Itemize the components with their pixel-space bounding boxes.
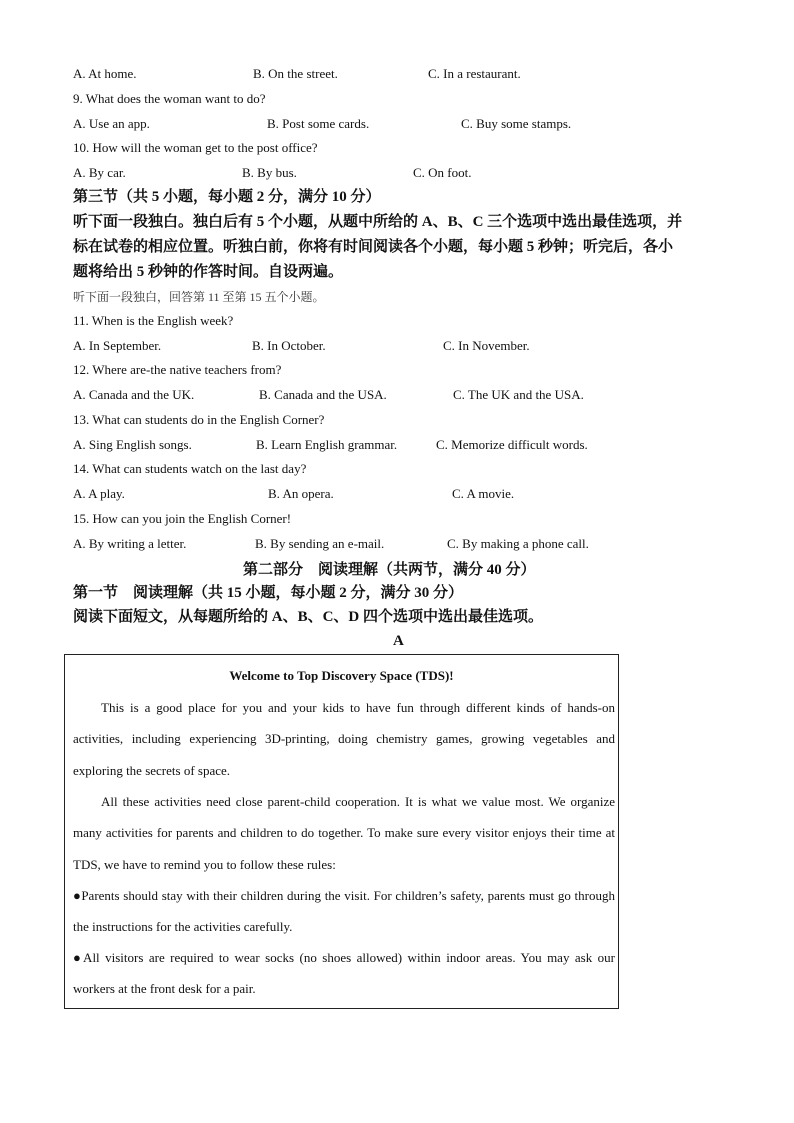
q11-option-b: B. In October. [252, 338, 326, 353]
q12-option-b: B. Canada and the USA. [259, 387, 387, 402]
q10-question: 10. How will the woman get to the post office? [73, 140, 318, 155]
passage-paragraph-2 [73, 786, 615, 880]
section3-subinstruction: 听下面一段独白，回答第 11 至第 15 五个小题。 [73, 290, 325, 304]
q12-question: 12. Where are-the native teachers from? [73, 362, 282, 377]
q14-option-a: A. A play. [73, 486, 125, 501]
q15-option-a: A. By writing a letter. [73, 536, 187, 551]
passage-rule-1 [73, 880, 615, 943]
passage-paragraph-2-text: All these activities need close parent-child cooperation. It is what we value most. We organize many activities for parents and children to do together. To make sure every visitor enjoys their time at TDS, we have to remind you to follow these rules: [73, 794, 615, 872]
q12-option-c: C. The UK and the USA. [453, 387, 584, 402]
q15-option-b: B. By sending an e-mail. [255, 536, 385, 551]
q10-option-b: B. By bus. [242, 165, 297, 180]
section3-instruction-1: 听下面一段独白。独白后有 5 个小题，从题中所给的 A、B、C 三个选项中选出最佳选项，并 [73, 214, 683, 230]
q9-option-b: B. Post some cards. [267, 116, 370, 131]
q14-question: 14. What can students watch on the last day? [73, 461, 307, 476]
q8-option-b: B. On the street. [253, 66, 338, 81]
q9-option-a: A. Use an app. [73, 116, 150, 131]
q10-option-a: A. By car. [73, 165, 126, 180]
section3-instruction-2: 标在试卷的相应位置。听独白前，你将有时间阅读各个小题，每小题 5 秒钟；听完后，各小 [73, 239, 674, 255]
q9-option-c: C. Buy some stamps. [461, 116, 572, 131]
q15-option-c: C. By making a phone call. [447, 536, 589, 551]
section3-instruction-3: 题将给出 5 秒钟的作答时间。自设两遍。 [73, 264, 344, 280]
q11-option-c: C. In November. [443, 338, 530, 353]
q10-option-c: C. On foot. [413, 165, 472, 180]
passage-paragraph-1-text: This is a good place for you and your kids to have fun through different kinds of hands-on activities, including experiencing 3D-printing, doing chemistry games, growing vegetables and exploring the secrets of space. [73, 700, 615, 778]
q11-question: 11. When is the English week? [73, 313, 234, 328]
passage-rule-1-text: ●Parents should stay with their children during the visit. For children’s safety, parents must go through the instructions for the activities carefully. [73, 888, 615, 935]
q8-option-c: C. In a restaurant. [428, 66, 521, 81]
passage-label: A [393, 633, 404, 649]
passage-title: Welcome to Top Discovery Space (TDS)! [229, 668, 454, 683]
q13-option-c: C. Memorize difficult words. [436, 437, 588, 452]
q13-question: 13. What can students do in the English Corner? [73, 412, 325, 427]
part2-heading: 第二部分 阅读理解（共两节，满分 40 分） [243, 562, 536, 578]
q11-option-a: A. In September. [73, 338, 162, 353]
q12-option-a: A. Canada and the UK. [73, 387, 195, 402]
q13-option-b: B. Learn English grammar. [256, 437, 398, 452]
q9-question: 9. What does the woman want to do? [73, 91, 266, 106]
passage-paragraph-1 [73, 692, 615, 786]
q14-option-b: B. An opera. [268, 486, 334, 501]
passage-rule-2-text: ●All visitors are required to wear socks (no shoes allowed) within indoor areas. You may ask our workers at the front desk for a pair. [73, 950, 615, 997]
section3-heading: 第三节（共 5 小题，每小题 2 分，满分 10 分） [73, 189, 381, 205]
passage-rule-2 [73, 942, 615, 1005]
q15-question: 15. How can you join the English Corner! [73, 511, 292, 526]
q8-option-a: A. At home. [73, 66, 137, 81]
part2-section1-heading: 第一节 阅读理解（共 15 小题，每小题 2 分，满分 30 分） [73, 585, 464, 601]
part2-instruction: 阅读下面短文，从每题所给的 A、B、C、D 四个选项中选出最佳选项。 [73, 609, 544, 625]
q13-option-a: A. Sing English songs. [73, 437, 192, 452]
q14-option-c: C. A movie. [452, 486, 515, 501]
